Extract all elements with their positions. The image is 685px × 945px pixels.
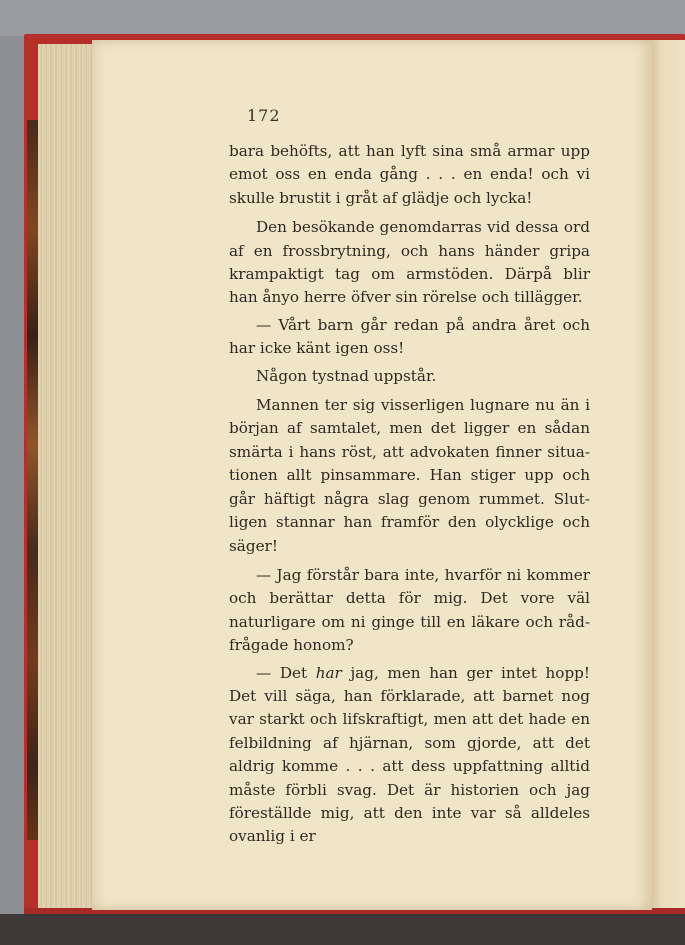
facing-page-edge	[652, 40, 685, 910]
paragraph-text: — Det	[256, 663, 316, 682]
page-number: 172	[247, 106, 281, 125]
paragraph-final	[229, 662, 590, 849]
paragraph: — Jag förstår bara inte, hvarför ni kommer och berättar detta för mig. Det vore väl naturligare om ni ginge till en läkare och rådfrågade honom?	[229, 565, 590, 655]
paragraph-text: jag, men han ger intet hopp! Det vill säga, han förklarade, att barnet nog var starkt och lifskraftigt, men att det hade en felbildning af hjärnan, som gjorde, att det aldrig komme . . . att dess uppfattning alltid måste förbli svag. Det är historien och jag föreställde mig, att den inte var så alldeles ovanlig i er	[229, 663, 590, 846]
paragraph: Den besökande genomdarras vid dessa ord af en frossbrytning, och hans händer gripa krampaktigt tag om armstöden. Därpå blir han ånyo herre öfver sin rörelse och tillägger.	[229, 218, 590, 307]
page-text	[229, 140, 590, 849]
scan-backdrop	[0, 0, 685, 36]
paragraph: Mannen ter sig visserligen lugnare nu än i början af samtalet, men det ligger en sådan smärta i hans röst, att advokaten finner situationen allt pinsammare. Han stiger upp och går häftigt några slag genom rummet. Slutligen stannar han framför den olycklige och säger!	[229, 396, 590, 555]
page-edges	[38, 44, 98, 910]
paragraph: Någon tystnad uppstår.	[256, 366, 437, 385]
paragraph: bara behöfts, att han lyft sina små armar upp emot oss en enda gång . . . en enda! och vi skulle brustit i gråt af glädje och lycka!	[229, 142, 590, 207]
emphasized-word: har	[315, 663, 342, 682]
paragraph: — Vårt barn går redan på andra året och har icke känt igen oss!	[229, 315, 590, 358]
scan-bottom-background	[0, 914, 685, 945]
